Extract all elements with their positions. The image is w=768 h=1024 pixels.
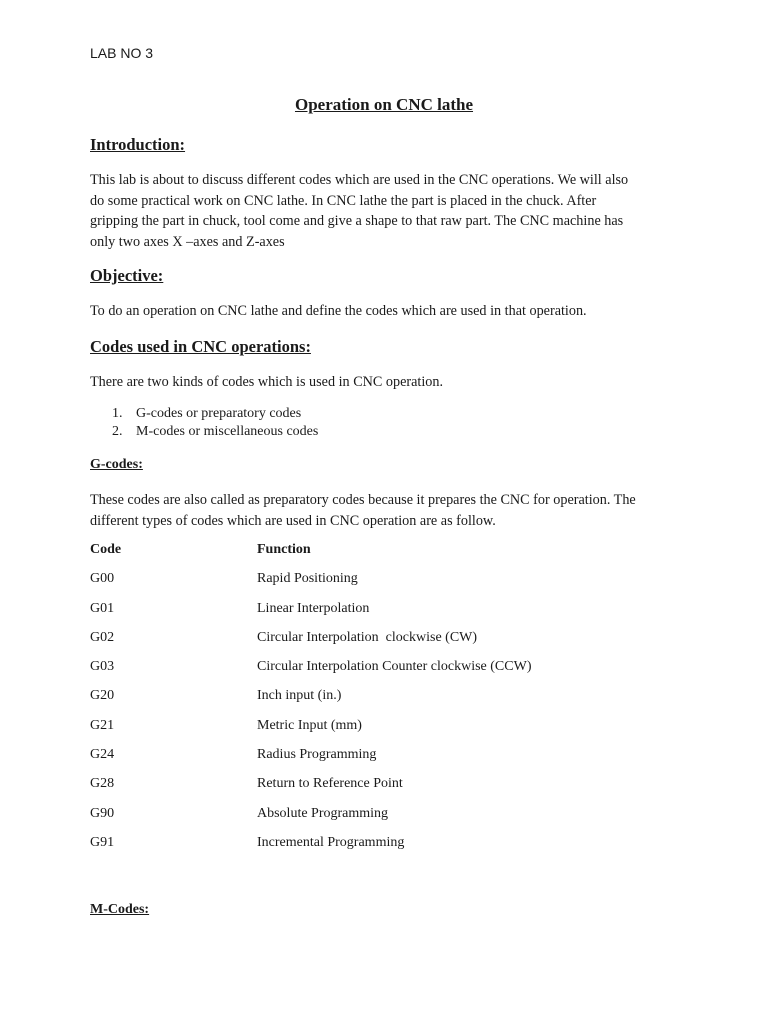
g-codes-table xyxy=(90,542,690,864)
function-cell: Circular Interpolation Counter clockwise (CCW) xyxy=(257,659,532,675)
function-cell: Metric Input (mm) xyxy=(257,717,362,733)
list-item-text: M-codes or miscellaneous codes xyxy=(136,424,319,439)
list-item xyxy=(90,405,318,423)
code-cell: G03 xyxy=(90,659,115,675)
g-codes-heading: G-codes: xyxy=(90,457,143,472)
introduction-line: gripping the part in chuck, tool come and give a shape to that raw part. The CNC machine has xyxy=(90,213,624,229)
function-cell: Circular Interpolation clockwise (CW) xyxy=(257,629,478,645)
list-item-text: G-codes or preparatory codes xyxy=(136,406,302,421)
objective-paragraph: To do an operation on CNC lathe and define the codes which are used in that operation. xyxy=(90,303,587,319)
function-cell: Rapid Positioning xyxy=(257,571,358,587)
function-cell: Absolute Programming xyxy=(257,805,389,821)
table-row xyxy=(90,776,690,805)
column-header-function: Function xyxy=(257,542,311,557)
function-cell: Radius Programming xyxy=(257,747,377,763)
function-cell: Incremental Programming xyxy=(257,834,405,850)
function-cell: Return to Reference Point xyxy=(257,776,403,792)
code-cell: G01 xyxy=(90,600,115,616)
table-row xyxy=(90,718,690,747)
g-codes-line: These codes are also called as preparatory codes because it prepares the CNC for operation. The xyxy=(90,492,636,508)
table-header-row xyxy=(90,542,690,571)
code-kinds-list xyxy=(90,405,318,441)
table-row xyxy=(90,659,690,688)
code-cell: G28 xyxy=(90,776,115,792)
code-cell: G21 xyxy=(90,717,115,733)
introduction-heading: Introduction: xyxy=(90,135,186,154)
function-cell: Linear Interpolation xyxy=(257,600,370,616)
list-number: 2. xyxy=(112,424,123,439)
lab-number: LAB NO 3 xyxy=(90,45,154,61)
column-header-code: Code xyxy=(90,542,122,557)
code-cell: G91 xyxy=(90,834,115,850)
page-title: Operation on CNC lathe xyxy=(294,95,474,114)
introduction-line: do some practical work on CNC lathe. In CNC lathe the part is placed in the chuck. After xyxy=(90,192,597,209)
codes-section-intro: There are two kinds of codes which is used in CNC operation. xyxy=(90,374,444,390)
code-cell: G24 xyxy=(90,747,115,763)
code-cell: G90 xyxy=(90,805,115,821)
list-item xyxy=(90,423,318,441)
list-number: 1. xyxy=(112,406,123,421)
m-codes-heading: M-Codes: xyxy=(90,902,150,917)
table-row xyxy=(90,747,690,776)
introduction-line: This lab is about to discuss different codes which are used in the CNC operations. We will also xyxy=(90,172,629,188)
table-row xyxy=(90,630,690,659)
g-codes-paragraph xyxy=(90,490,680,531)
table-row xyxy=(90,835,690,864)
table-row xyxy=(90,688,690,717)
table-row xyxy=(90,806,690,835)
function-cell: Inch input (in.) xyxy=(257,688,342,704)
objective-heading: Objective: xyxy=(90,266,164,285)
code-cell: G00 xyxy=(90,571,115,587)
table-row xyxy=(90,601,690,630)
introduction-line: only two axes X –axes and Z-axes xyxy=(90,233,285,250)
introduction-paragraph xyxy=(90,170,680,252)
codes-section-heading: Codes used in CNC operations: xyxy=(90,337,311,356)
table-row xyxy=(90,571,690,600)
g-codes-line: different types of codes which are used in CNC operation are as follow. xyxy=(90,512,496,529)
code-cell: G02 xyxy=(90,629,115,645)
code-cell: G20 xyxy=(90,688,115,704)
